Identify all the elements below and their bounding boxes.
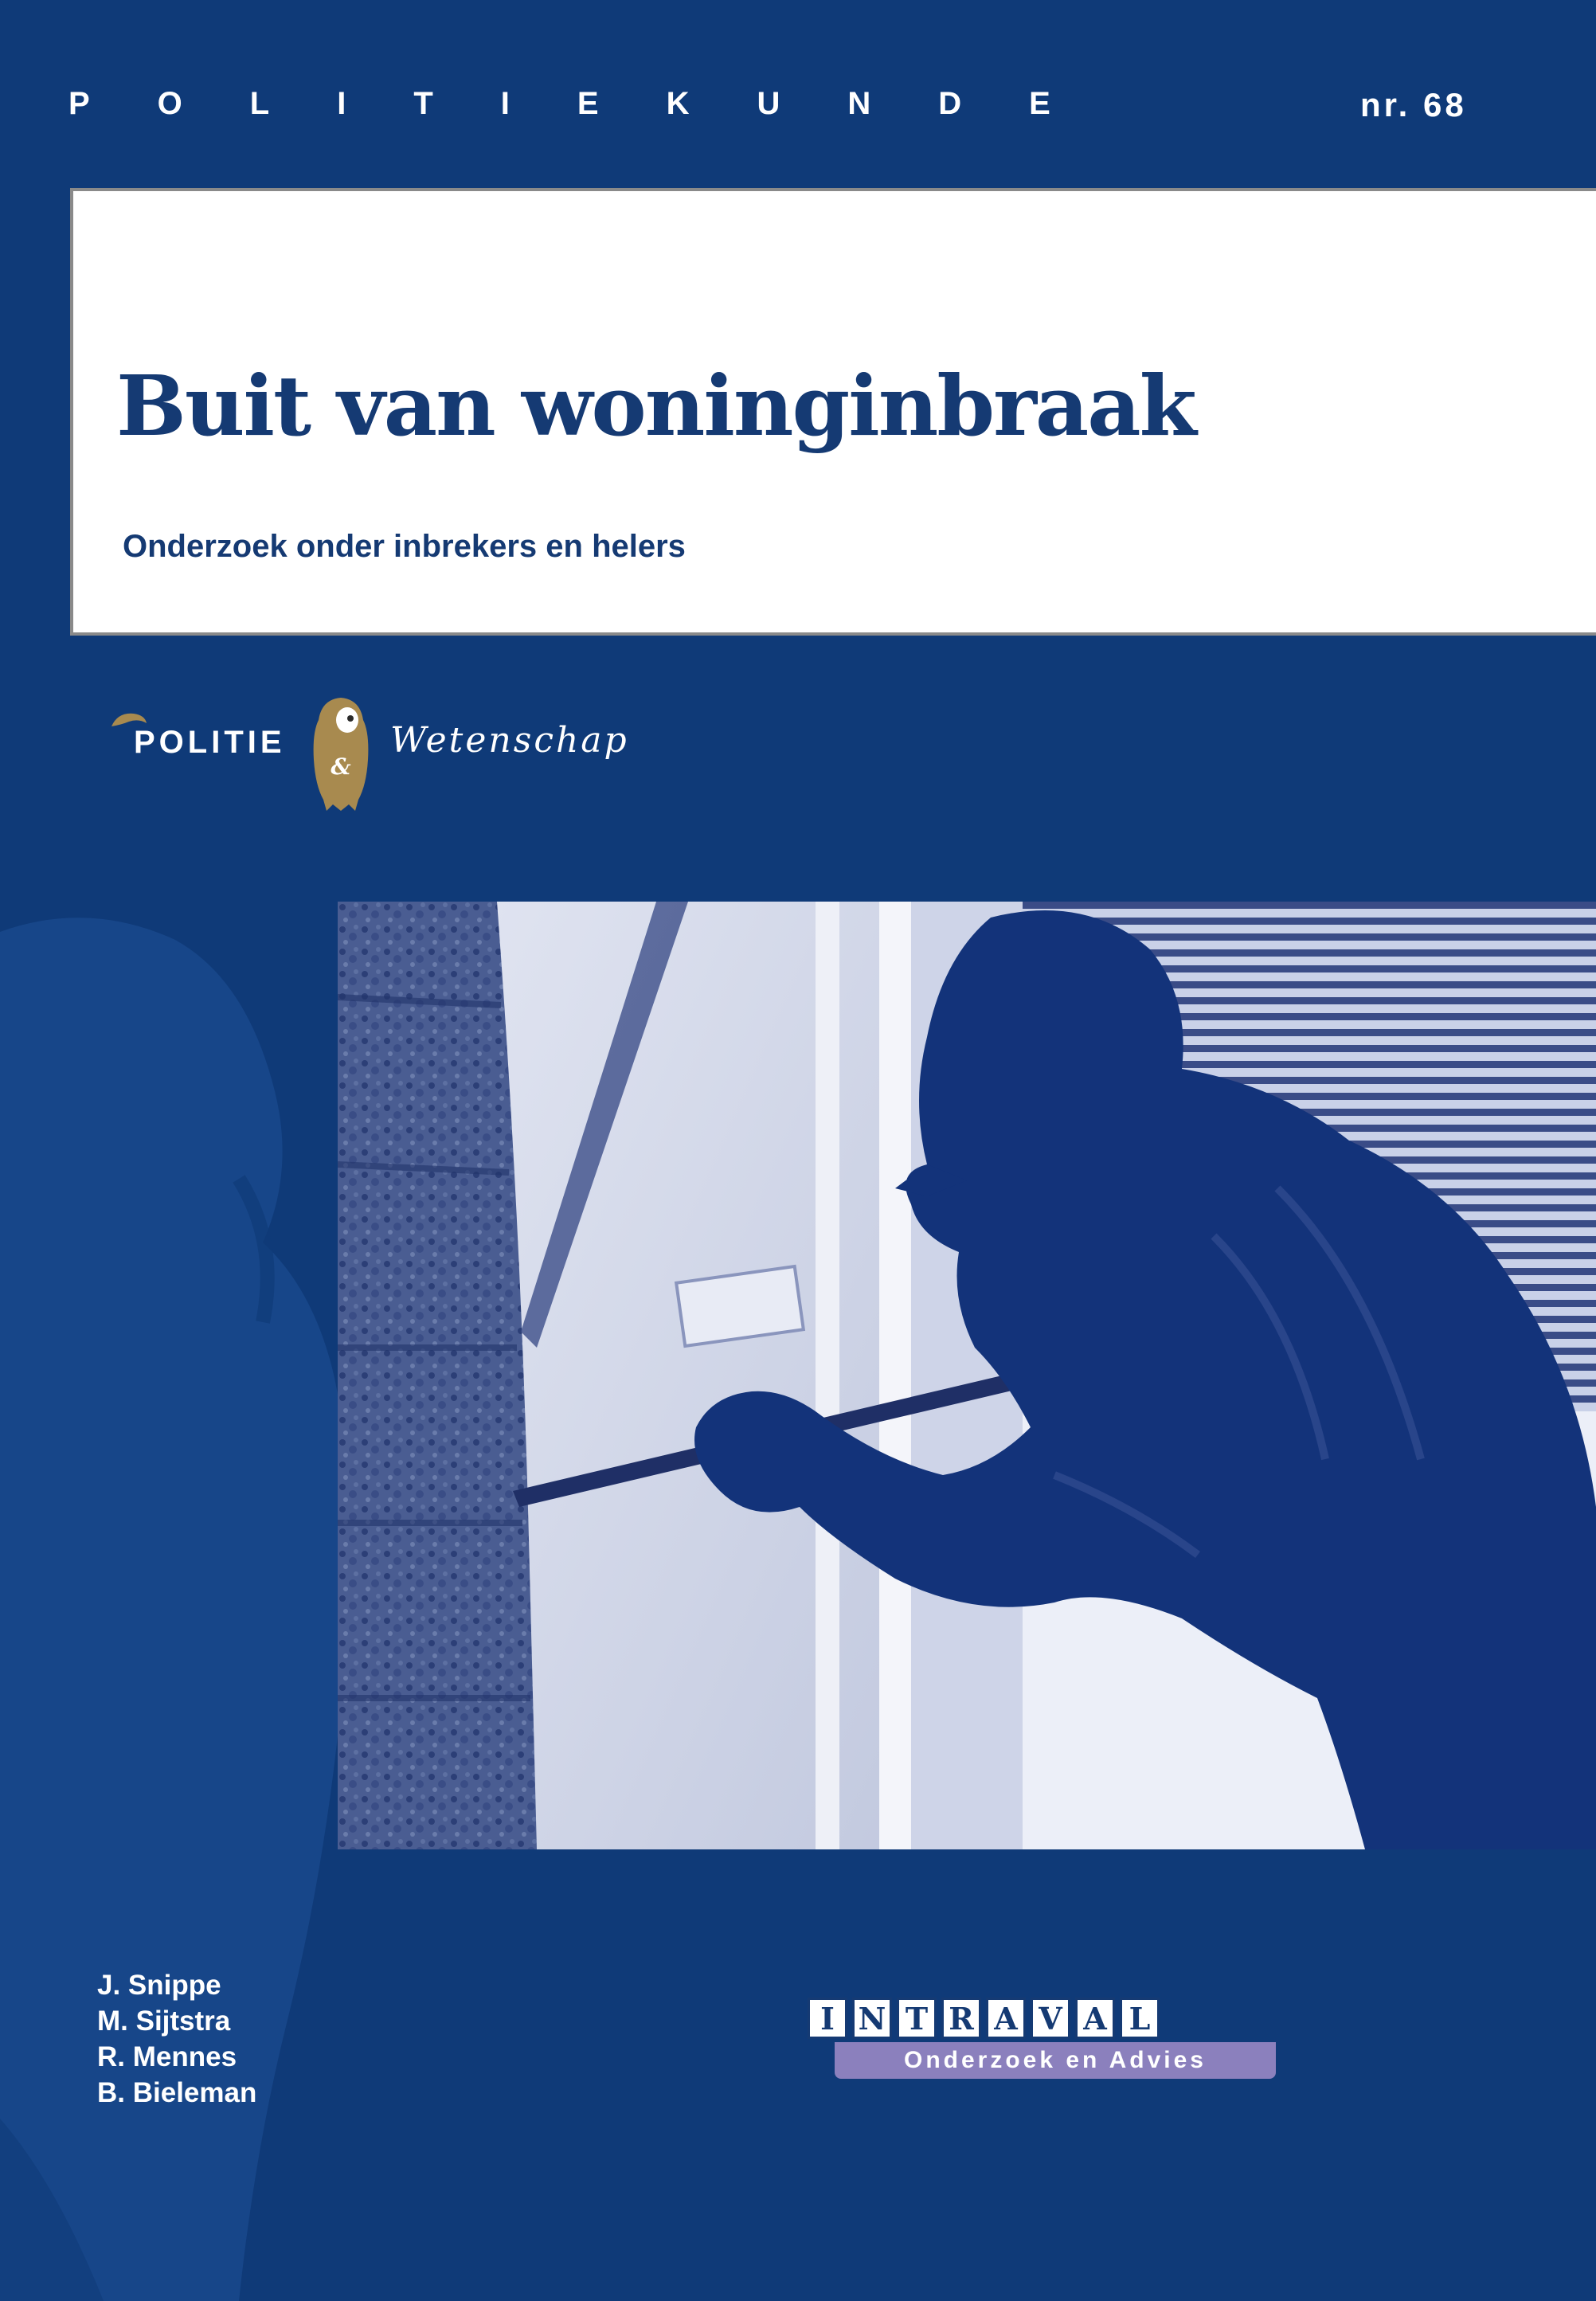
cover-photo	[338, 902, 1596, 1849]
institute-letter: L	[1120, 1998, 1160, 2039]
publisher-right-word: Wetenschap	[390, 720, 629, 761]
institute-letter: A	[1075, 1998, 1115, 2039]
institute-name	[808, 1998, 1160, 2039]
institute-letter: N	[852, 1998, 892, 2039]
institute-letter: T	[897, 1998, 937, 2039]
publisher-logo	[110, 693, 629, 820]
issue-number: nr. 68	[1360, 86, 1467, 123]
series-header	[0, 0, 1596, 187]
author: M. Sijtstra	[97, 2006, 231, 2037]
author: J. Snippe	[97, 1970, 221, 2001]
institute-logo	[808, 1998, 1276, 2084]
institute-tagline: Onderzoek en Advies	[835, 2042, 1276, 2079]
institute-letter: V	[1031, 1998, 1070, 2039]
author-list	[97, 1967, 256, 2111]
book-title: Buit van woninginbraak	[116, 357, 1195, 455]
ampersand-glyph: &	[331, 753, 351, 780]
book-subtitle: Onderzoek onder inbrekers en helers	[123, 529, 686, 564]
publisher-left-word: POLITIE	[134, 725, 286, 760]
author: B. Bieleman	[97, 2077, 257, 2108]
owl-icon	[311, 696, 371, 812]
institute-letter: I	[808, 1998, 847, 2039]
title-panel	[70, 188, 1596, 636]
institute-letter: A	[986, 1998, 1026, 2039]
series-name: POLITIEKUNDE	[68, 86, 1118, 121]
author: R. Mennes	[97, 2041, 237, 2072]
institute-letter: R	[941, 1998, 981, 2039]
